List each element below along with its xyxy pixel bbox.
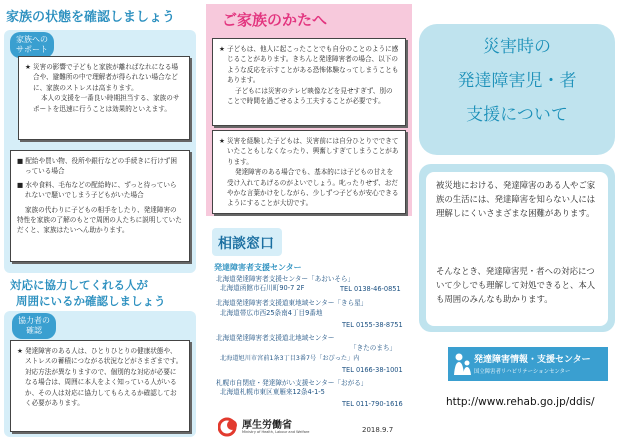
card-text: 発達障害のある場合でも、基本的には子どもの甘えを受け入れてあげるのがよいでしょう。叱ったりせず、おだやかな言葉かけをしながら、少しずつ子どもが安心できるようにすることが大切です。 [227, 168, 399, 208]
center-tel: TEL 011-790-1616 [342, 400, 403, 408]
family-icon [452, 351, 472, 377]
website-link[interactable]: http://www.rehab.go.jp/ddis/ [446, 396, 595, 408]
center-address: 北海道旭川市宮前1条3丁目3番7号「おぴった」内 [220, 355, 360, 362]
card-text: ★ 災害の影響で子どもと家族が離ればなれになる場合や、避難所の中で理解者が得られない場合などに、家族のストレスは高まります。 [25, 63, 179, 92]
card-helpers [10, 340, 190, 432]
tag-family-support: 家族への サポート [10, 32, 54, 58]
title-line-3: 支援について [466, 105, 568, 125]
ministry-name-en: Ministry of Health, Labour and Welfare [242, 430, 310, 434]
ministry-name: 厚生労働省 [242, 420, 292, 431]
center-name: 札幌市自閉症・発達障がい支援センター「おがる」 [216, 379, 368, 387]
center-address: 北海道帯広市西25条南4丁目9番地 [220, 309, 323, 317]
heading-to-families: ご家族のかたへ [222, 11, 328, 29]
card-text: ★ 子どもは、他人に起こったことでも自分のことのように感じることがあります。きちんと発達障害者の場合、以下のような反応を示すことがある恐怖体験なってしまうこともあります。 [219, 45, 399, 85]
intro-text-1: 被災地における、発達障害のある人やご家族の生活には、発達障害を知らない人には理解しにくいさまざまな困難があります。 [436, 180, 596, 218]
center-name: 北海道発達障害者支援道北地域センター [216, 334, 335, 342]
intro-text-2: そんなとき、発達障害児・者への対応について少しでも理解して対処できると、本人も周囲のみんなも助かります。 [436, 266, 596, 304]
center-name-2: 「きたのまち」 [350, 344, 397, 352]
card-text: 子どもには災害のテレビ映像などを見せすぎず、別のことで時間を過ごせるよう工夫することが必要です。 [227, 86, 393, 106]
center-name: 北海道発達障害者支援道東地域センター「きら星」 [216, 299, 368, 307]
card-family-support [18, 56, 190, 140]
consult-title: 相談窓口 [218, 236, 274, 252]
issue-date: 2018.9.7 [362, 426, 394, 434]
heading-family-status: 家族の状態を確認しましょう [6, 10, 176, 25]
heading-helpers-2: 周囲にいるか確認しましょう [16, 294, 166, 308]
center-address: 北海道函館市石川町90-7 2F [220, 284, 305, 292]
center-tel: TEL 0138-46-0851 [340, 285, 401, 293]
card-needs [10, 150, 190, 262]
card-text: 本人の支援を一番良い時期担当する、家族のサポートを迅速に行うことは効果的といえます。 [33, 94, 180, 113]
center-logo [448, 347, 608, 381]
heading-helpers: 対応に協力してくれる人が [10, 278, 148, 292]
card-text: ★ 災害を経験した子どもは、災害前には自分ひとりでできていたこともしなくなったり、興奮しすぎてしまうことがあります。 [219, 137, 399, 166]
card-text: ■ 水や食料、毛布などの配給時に、ずっと待っていられないで騒いでしまう子どもがいた場合 [17, 180, 177, 200]
card-children-2 [212, 130, 406, 214]
card-children-1 [212, 38, 406, 126]
center-name: 北海道発達障害者支援センター「あおいそら」 [216, 275, 355, 283]
card-text: ■ 配給や買い物、役所や銀行などの手続きに行けず困っている場合 [17, 157, 177, 176]
center-list [212, 260, 412, 412]
card-text: ★ 発達障害のある人は、ひとりひとりの健康状態や、ストレスの蓄積につながる状況などがさまざまです。対応方法が異なりますので、個別的な対応が必要になる場合は、周囲に本人をよく知っている人がいるか、その人は対応に協力してもらえるか確認しておく必要があります。 [17, 347, 183, 408]
center-tel: TEL 0155-38-8751 [342, 321, 403, 329]
center-tel: TEL 0166-38-1001 [342, 366, 403, 374]
center-address: 北海道札幌市東区東雁来12条4-1-5 [220, 388, 325, 396]
title-line-1: 災害時の [483, 37, 551, 57]
tag-helpers: 協力者の 確認 [12, 313, 56, 339]
centers-title: 発達障害者支援センター [214, 263, 302, 272]
card-text: 家族の代わりに子どもの相手をしたり、発達障害の特性を家族の了解のもとで周囲の人たちに説明していただくと、家族はたいへん助かります。 [17, 205, 182, 235]
center-logo-subtitle: 国立障害者リハビリテーションセンター [474, 369, 571, 375]
ministry-logo-icon [218, 416, 240, 438]
title-line-2: 発達障害児・者 [457, 71, 577, 91]
center-logo-title: 発達障害情報・支援センター [474, 355, 591, 365]
